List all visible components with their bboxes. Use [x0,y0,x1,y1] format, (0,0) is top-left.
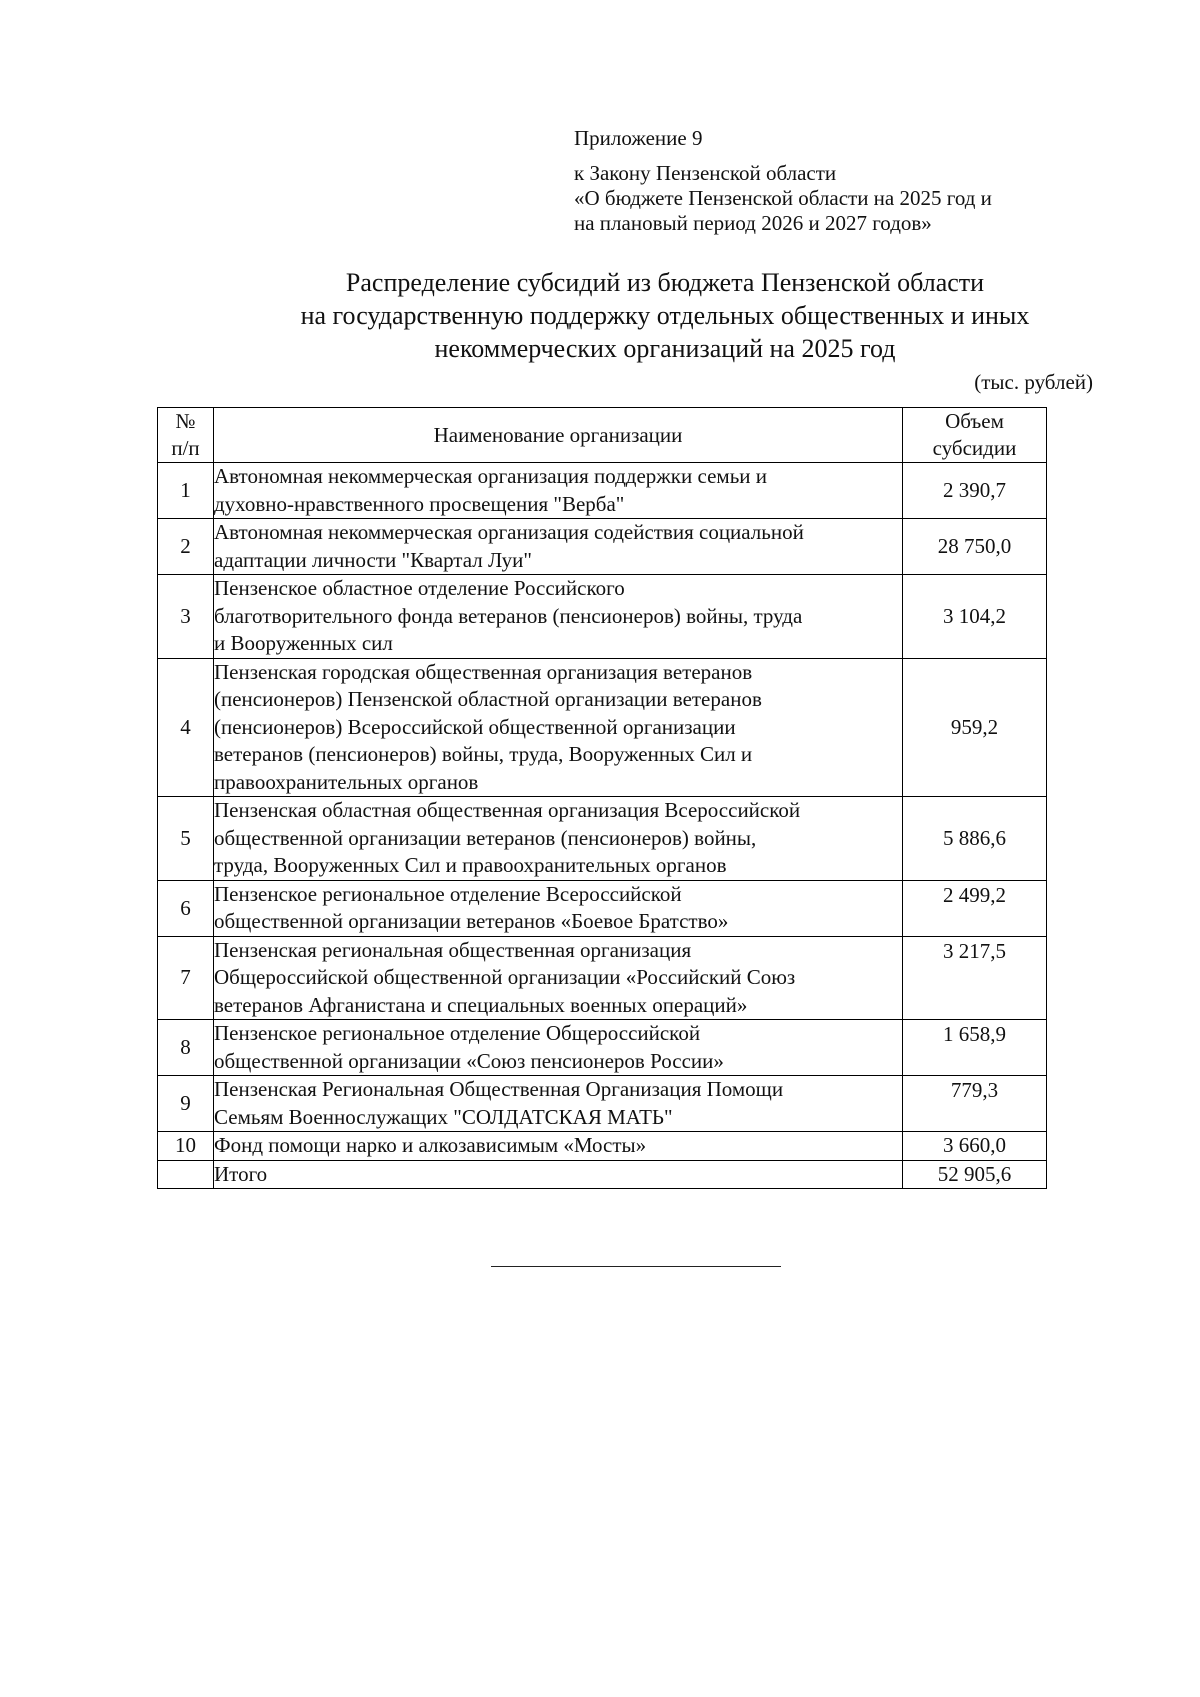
name-line: Пензенское региональное отделение Общероссийской [214,1021,701,1045]
title-line-3: некоммерческих организаций на 2025 год [434,334,896,363]
row-amount: 2 390,7 [903,463,1047,519]
row-number: 3 [158,575,214,659]
document-title [150,266,1180,365]
row-organization-name [214,1132,903,1161]
row-amount: 959,2 [903,658,1047,797]
name-line: духовно-нравственного просвещения "Верба" [214,491,625,516]
table-row [158,936,1047,1020]
name-line: и Вооруженных сил [214,631,393,655]
row-number: 10 [158,1132,214,1161]
appendix-law-title-line2: на плановый период 2026 и 2027 годов» [574,211,932,235]
total-label: Итого [214,1160,903,1189]
name-line: Автономная некоммерческая организация содействия социальной [214,520,804,544]
name-line: Пензенская областная общественная организация Всероссийской [214,798,801,822]
units-label: (тыс. рублей) [974,370,1093,394]
row-number: 9 [158,1076,214,1132]
header-number [158,408,214,463]
row-number: 1 [158,463,214,519]
row-organization-name [214,463,903,519]
name-line: ветеранов Афганистана и специальных военных операций» [214,992,748,1017]
name-line: благотворительного фонда ветеранов (пенсионеров) войны, труда [214,603,803,628]
closing-rule [491,1266,781,1267]
row-amount: 28 750,0 [903,519,1047,575]
title-line-2: на государственную поддержку отдельных общественных и иных [300,301,1030,330]
appendix-header [574,126,992,236]
table-row [158,1132,1047,1161]
row-organization-name [214,936,903,1020]
subsidy-table [157,407,1047,1189]
header-organization-name: Наименование организации [214,408,903,463]
name-line: Фонд помощи нарко и алкозависимым «Мосты» [214,1133,647,1157]
row-amount: 779,3 [903,1076,1047,1132]
table-row [158,797,1047,881]
header-amount-line2: субсидии [932,436,1017,460]
header-subsidy-amount [903,408,1047,463]
row-amount: 3 217,5 [903,936,1047,1020]
appendix-law-title-line1: «О бюджете Пензенской области на 2025 год и [574,186,992,210]
row-organization-name [214,519,903,575]
name-line: Автономная некоммерческая организация поддержки семьи и [214,464,767,488]
row-number: 4 [158,658,214,797]
row-amount: 3 660,0 [903,1132,1047,1161]
table-row [158,519,1047,575]
name-line: Пензенское региональное отделение Всероссийской [214,881,682,906]
table-row [158,575,1047,659]
name-line: общественной организации «Союз пенсионеров России» [214,1048,724,1073]
row-organization-name [214,880,903,936]
total-amount: 52 905,6 [903,1160,1047,1189]
name-line: адаптации личности "Квартал Луи" [214,547,532,572]
row-organization-name [214,1076,903,1132]
total-number-cell [158,1160,214,1189]
row-number: 8 [158,1020,214,1076]
row-number: 5 [158,797,214,881]
name-line: (пенсионеров) Всероссийской общественной организации [214,714,736,739]
table-row [158,1076,1047,1132]
name-line: общественной организации ветеранов «Боевое Братство» [214,909,729,933]
appendix-number: Приложение 9 [574,126,703,150]
name-line: ветеранов (пенсионеров) войны, труда, Вооруженных Сил и [214,742,753,766]
header-number-symbol: № [175,409,196,433]
header-number-abbrev: п/п [171,436,200,460]
table-row [158,463,1047,519]
table-row [158,658,1047,797]
name-line: Общероссийской общественной организации «Российский Союз [214,965,796,989]
table-row [158,880,1047,936]
title-line-1: Распределение субсидий из бюджета Пензенской области [345,268,985,297]
name-line: Пензенская региональная общественная организация [214,937,692,962]
row-amount: 2 499,2 [903,880,1047,936]
name-line: труда, Вооруженных Сил и правоохранительных органов [214,853,727,877]
row-organization-name [214,1020,903,1076]
row-amount: 1 658,9 [903,1020,1047,1076]
row-amount: 5 886,6 [903,797,1047,881]
row-number: 7 [158,936,214,1020]
name-line: общественной организации ветеранов (пенсионеров) войны, [214,825,757,850]
row-number: 2 [158,519,214,575]
table-total-row [158,1160,1047,1189]
name-line: правоохранительных органов [214,769,479,794]
appendix-law-reference: к Закону Пензенской области [574,161,837,185]
name-line: (пенсионеров) Пензенской областной организации ветеранов [214,687,762,711]
row-number: 6 [158,880,214,936]
row-organization-name [214,658,903,797]
row-amount: 3 104,2 [903,575,1047,659]
table-header-row [158,408,1047,463]
name-line: Пензенская городская общественная организация ветеранов [214,659,753,684]
name-line: Пензенское областное отделение Российского [214,576,625,600]
table-row [158,1020,1047,1076]
row-organization-name [214,575,903,659]
row-organization-name [214,797,903,881]
header-amount-line1: Объем [945,409,1004,433]
name-line: Пензенская Региональная Общественная Организация Помощи [214,1077,784,1101]
name-line: Семьям Военнослужащих "СОЛДАТСКАЯ МАТЬ" [214,1104,673,1129]
